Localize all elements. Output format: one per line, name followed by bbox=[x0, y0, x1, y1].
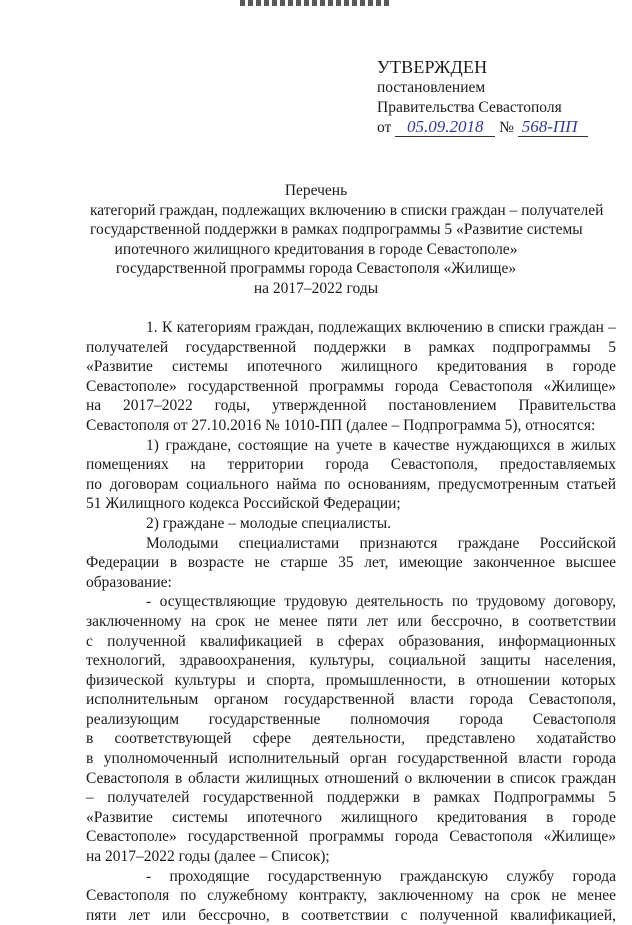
approval-line-1: постановлением bbox=[377, 79, 486, 96]
text-line: Севастополе» государственной программы города Севастополя «Жилище» bbox=[86, 828, 616, 846]
approval-number: 568-ПП bbox=[518, 118, 588, 137]
text-line: по договорам социального найма по основаниям, предусмотренным статьей bbox=[86, 475, 616, 493]
text-line: Федерации в возрасте не старше 35 лет, имеющие законченное высшее bbox=[86, 554, 616, 572]
text-line: в уполномоченный исполнительный орган государственной власти города bbox=[86, 750, 616, 768]
document-body bbox=[86, 318, 616, 925]
text-line: пяти лет или бессрочно, в соответствии с полученной квалификацией, bbox=[86, 906, 616, 924]
text-line: 1) граждане, состоящие на учете в качестве нуждающихся в жилых bbox=[146, 436, 616, 454]
title-line: на 2017–2022 годы bbox=[253, 279, 379, 297]
approval-from-label: от bbox=[377, 119, 392, 136]
text-line: – получателей государственной поддержки в рамках Подпрограммы 5 bbox=[86, 789, 616, 807]
text-line: в соответствующей сфере деятельности, представлено ходатайство bbox=[86, 730, 616, 748]
paragraph-4 bbox=[86, 534, 616, 593]
title-line: государственной программы города Севастополя «Жилище» bbox=[115, 260, 517, 278]
title-line: государственной поддержки в рамках подпрограммы 5 «Развитие системы bbox=[90, 221, 583, 239]
text-line: получателей государственной поддержки в рамках подпрограммы 5 bbox=[86, 338, 616, 356]
approval-line-2: Правительства Севастополя bbox=[377, 99, 562, 116]
text-line: помещениях на территории города Севастополя, предоставляемых bbox=[86, 456, 616, 474]
paragraph-3 bbox=[86, 514, 616, 534]
text-line: технологий, здравоохранения, культуры, социальной защиты населения, bbox=[86, 652, 616, 670]
text-line: Севастополе» государственной программы города Севастополя «Жилище» bbox=[86, 377, 616, 395]
title-line: Перечень bbox=[284, 182, 348, 199]
text-line: Молодыми специалистами признаются граждане Российской bbox=[146, 534, 616, 552]
title-line: ипотечного жилищного кредитования в городе Севастополе» bbox=[114, 240, 518, 258]
paragraph-2 bbox=[86, 436, 616, 514]
approval-heading: УТВЕРЖДЕН bbox=[377, 57, 488, 77]
title-line: категорий граждан, подлежащих включению в списки граждан – получателей bbox=[90, 201, 604, 219]
text-line: 51 Жилищного кодекса Российской Федерации; bbox=[86, 495, 401, 513]
paragraph-1 bbox=[86, 318, 616, 436]
text-line: - проходящие государственную гражданскую службу города bbox=[146, 867, 616, 885]
text-line: реализующим государственные полномочия города Севастополя bbox=[86, 710, 616, 728]
scan-artifact bbox=[240, 0, 390, 6]
text-line: образование: bbox=[86, 573, 172, 591]
paragraph-6 bbox=[86, 867, 616, 925]
approval-block bbox=[377, 56, 617, 138]
text-line: «Развитие системы ипотечного жилищного кредитования в городе bbox=[86, 358, 616, 376]
text-line: Севастополя в области жилищных отношений о включении в список граждан bbox=[86, 769, 616, 787]
text-line: на 2017–2022 годы, утвержденной постановлением Правительства bbox=[86, 397, 616, 415]
approval-date: 05.09.2018 bbox=[395, 118, 495, 137]
text-line: физической культуры и спорта, промышленности, в отношении которых bbox=[86, 671, 616, 689]
text-line: 1. К категориям граждан, подлежащих включению в списки граждан – bbox=[146, 319, 616, 336]
approval-number-sign: № bbox=[499, 119, 514, 136]
text-line: исполнительным органом государственной власти города Севастополя, bbox=[86, 691, 616, 709]
text-line: - осуществляющие трудовую деятельность по трудовому договору, bbox=[146, 593, 616, 611]
text-line: с полученной квалификацией в сферах образования, информационных bbox=[86, 632, 616, 650]
text-line: на 2017–2022 годы (далее – Список); bbox=[86, 848, 330, 866]
text-line: заключенному на срок не менее пяти лет или бессрочно, в соответствии bbox=[86, 612, 616, 630]
approval-date-line bbox=[377, 118, 617, 138]
text-line: Севастополя от 27.10.2016 № 1010-ПП (далее – Подпрограмма 5), относятся: bbox=[86, 416, 596, 434]
paragraph-5 bbox=[86, 592, 616, 866]
text-line: Севастополя по служебному контракту, заключенному на срок не менее bbox=[86, 887, 616, 905]
text-line: 2) граждане – молодые специалисты. bbox=[146, 514, 392, 532]
text-line: «Развитие системы ипотечного жилищного кредитования в городе bbox=[86, 808, 616, 826]
document-title bbox=[90, 181, 604, 299]
